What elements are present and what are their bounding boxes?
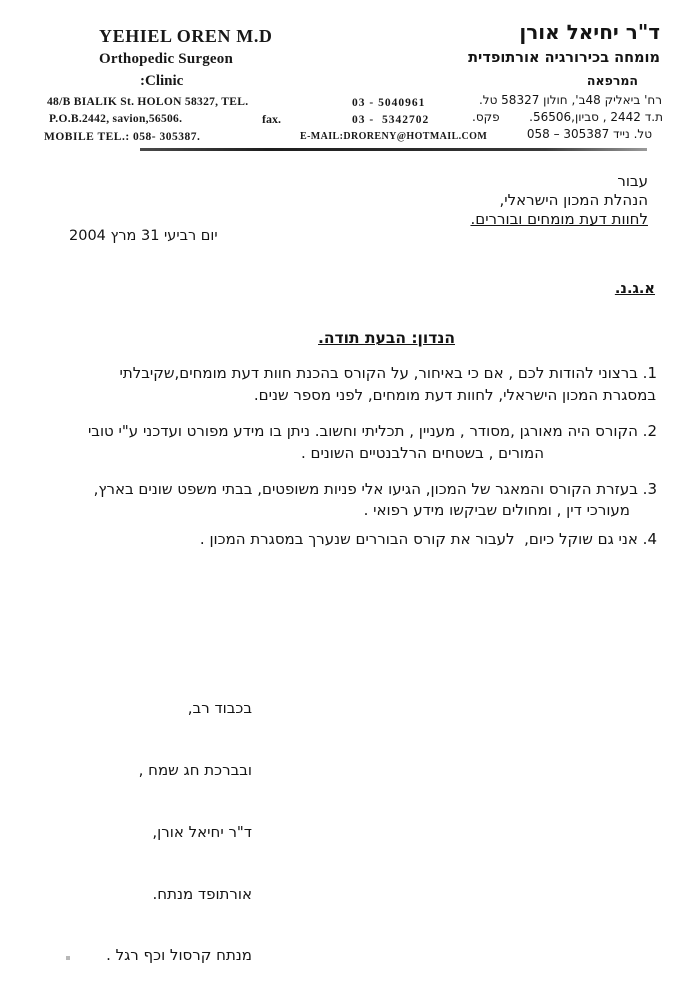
signature-subspecialty: מנתח קרסול וכף רגל . xyxy=(106,946,252,965)
signature-respectfully: בכבוד רב, xyxy=(187,699,252,718)
specialty-hebrew: מומחה בכירורגיה אורתופדית xyxy=(468,50,660,66)
subject-line: הנדון: הבעת תודה. xyxy=(318,329,455,347)
clinic-label-hebrew: המרפאה xyxy=(586,73,638,88)
recipient-department: לחוות דעת מומחים ובוררים. xyxy=(470,210,648,228)
paragraph-1-line-1: 1. ברצוני להודות לכם , אם כי באיחור, על הקורס בהכנת חוות דעת מומחים,שקיבלתי xyxy=(119,364,657,382)
paragraph-3-line-1: 3. בעזרת הקורס והמאגר של המכון, הגיעו אלי פניות משופטים, בבתי משפט שונים בארץ, xyxy=(93,480,657,498)
recipient-organization: הנהלת המכון הישראלי, xyxy=(499,191,648,209)
signature-doctor-name: ד"ר יחיאל אורן, xyxy=(152,822,252,841)
paragraph-2-line-2: המורים , בשטחים הרלבנטיים השונים . xyxy=(300,444,544,462)
letter-date: יום רביעי 31 מרץ 2004 xyxy=(69,228,218,244)
mobile-english: MOBILE TEL.: 058- 305387. xyxy=(44,131,201,143)
doctor-name-english: YEHIEL OREN M.D xyxy=(99,26,273,46)
doctor-name-hebrew: ד"ר יחיאל אורן xyxy=(519,20,660,44)
mobile-hebrew: טל. נייד 305387 – 058 xyxy=(526,127,652,141)
phone-number-tel: 03 - 5040961 xyxy=(352,97,426,109)
letterhead-divider xyxy=(140,148,647,151)
specialty-english: Orthopedic Surgeon xyxy=(99,51,234,67)
scan-artifact-dot xyxy=(66,956,70,960)
fax-label-hebrew: פקס. xyxy=(472,110,500,124)
signature-holiday-blessing: ובברכת חג שמח , xyxy=(138,760,252,779)
phone-number-fax: 03 - 5342702 xyxy=(352,114,430,126)
address-hebrew: רח' ביאליק 48ב', חולון 58327 טל. xyxy=(478,93,662,107)
pob-english: P.O.B.2442, savion,56506. xyxy=(49,113,183,125)
signature-block xyxy=(106,657,252,989)
paragraph-1-line-2: במסגרת המכון הישראלי, לחוות דעת מומחים, לפני מספר שנים. xyxy=(253,386,656,404)
pob-hebrew: ת.ד 2442 , סביון,56506. xyxy=(529,110,663,124)
clinic-label-english: :Clinic xyxy=(140,73,184,89)
paragraph-4-line-1: 4. אני גם שוקל כיום, לעבור את קורס הבוררים שנערך במסגרת המכון . xyxy=(199,530,657,548)
signature-title: אורתופד מנתח. xyxy=(152,884,252,903)
email-address: E-MAIL:DRORENY@HOTMAIL.COM xyxy=(300,131,488,142)
address-english: 48/B BIALIK St. HOLON 58327, TEL. xyxy=(47,96,249,108)
fax-label-english: fax. xyxy=(262,112,281,126)
recipient-for-label: עבור xyxy=(617,172,648,190)
paragraph-3-line-2: מעורכי דין , ומחולים שביקשו מידע רפואי . xyxy=(363,501,630,519)
paragraph-2-line-1: 2. הקורס היה מאורגן ,מסודר , מעניין , תכליתי וחשוב. ניתן בו מידע מפורט ועדכני ע"י טובי xyxy=(87,422,657,440)
greeting-abbreviation: א.ג.נ. xyxy=(614,281,655,297)
